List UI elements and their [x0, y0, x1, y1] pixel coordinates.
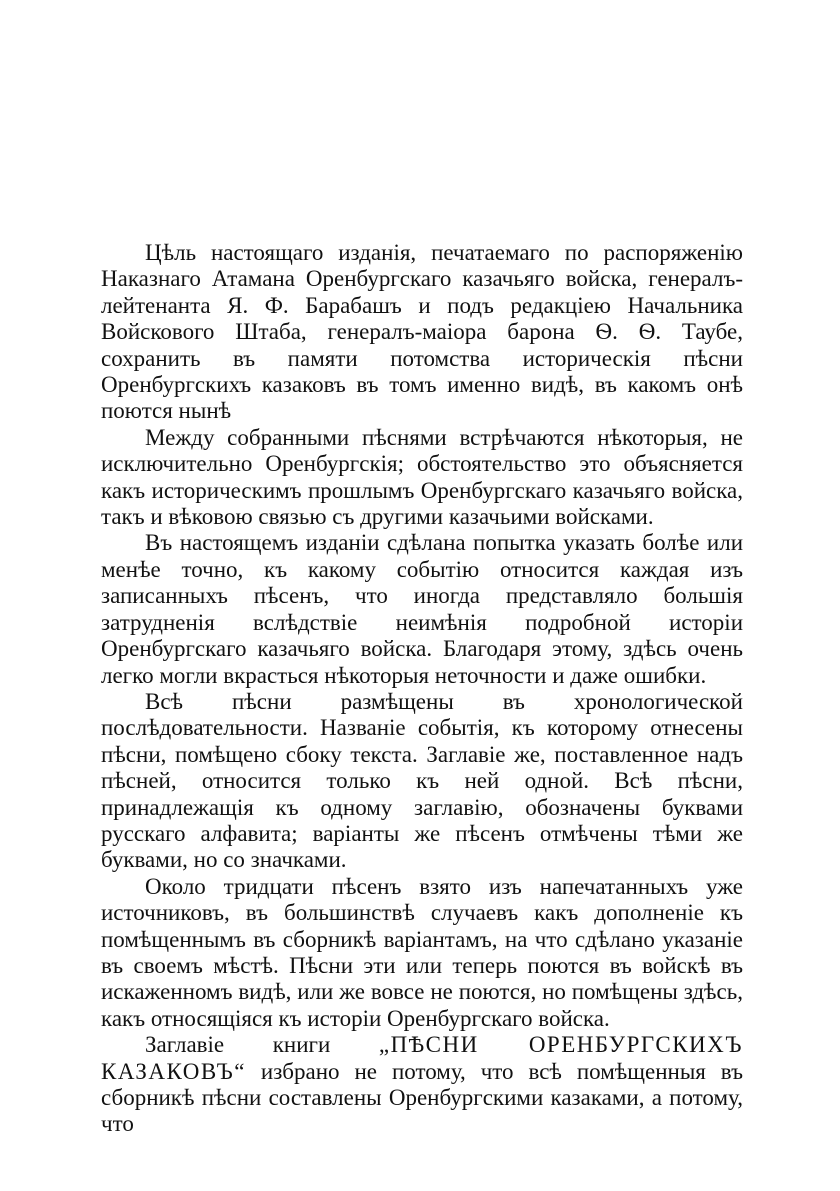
paragraph-collected-songs: Между собранными пѣснями встрѣчаются нѣкоторыя, не исключительно Оренбургскія; обстоятельство это объясняется какъ историческимъ прошлымъ Оренбургскаго казачьяго войска, такъ и вѣковою связью съ другими казачьими войсками.	[101, 424, 743, 530]
paragraph-arrangement: Всѣ пѣсни размѣщены въ хронологической послѣдовательности. Названіе событія, къ которому отнесены пѣсни, помѣщено сбоку текста. Заглавіе же, поставленное надъ пѣсней, относится только къ ней одной. Всѣ пѣсни, принадлежащія къ одному заглавію, обозначены буквами русскаго алфавита; варіанты же пѣсенъ отмѣчены тѣми же буквами, но со значками.	[101, 688, 743, 873]
book-title: „ПѢСНИ ОРЕНБУРГСКИХЪ КАЗАКОВЪ“	[101, 1032, 743, 1084]
book-title-rest: избрано не потому, что всѣ помѣщенныя въ сборникѣ пѣсни составлены Оренбургскими казаками, а потому, что	[101, 1058, 743, 1137]
paragraph-book-title-note	[101, 1032, 743, 1138]
paragraph-dating-attempt: Въ настоящемъ изданіи сдѣлана попытка указать болѣе или менѣе точно, къ какому событію относится каждая изъ записанныхъ пѣсенъ, что иногда представляло большія затрудненія вслѣдствіе неимѣнія подробной исторіи Оренбургскаго казачьяго войска. Благодаря этому, здѣсь очень легко могли вкрасться нѣкоторыя неточности и даже ошибки.	[101, 530, 743, 688]
paragraph-printed-sources: Около тридцати пѣсенъ взято изъ напечатанныхъ уже источниковъ, въ большинствѣ случаевъ какъ дополненіе къ помѣщеннымъ въ сборникѣ варіантамъ, на что сдѣлано указаніе въ своемъ мѣстѣ. Пѣсни эти или теперь поются въ войскѣ въ искаженномъ видѣ, или же вовсе не поются, но помѣщены здѣсь, какъ относящіяся къ исторіи Оренбургскаго войска.	[101, 873, 743, 1031]
book-title-lead: Заглавіе книги	[145, 1032, 379, 1058]
paragraph-purpose: Цѣль настоящаго изданія, печатаемаго по распоряженію Наказнаго Атамана Оренбургскаго казачьяго войска, генералъ-лейтенанта Я. Ф. Барабашъ и подъ редакціею Начальника Войскового Штаба, генералъ-маіора барона Ѳ. Ѳ. Таубе, сохранить въ памяти потомства историческія пѣсни Оренбургскихъ казаковъ въ томъ именно видѣ, въ какомъ онѣ поются нынѣ	[101, 240, 743, 424]
document-page	[101, 240, 743, 1138]
